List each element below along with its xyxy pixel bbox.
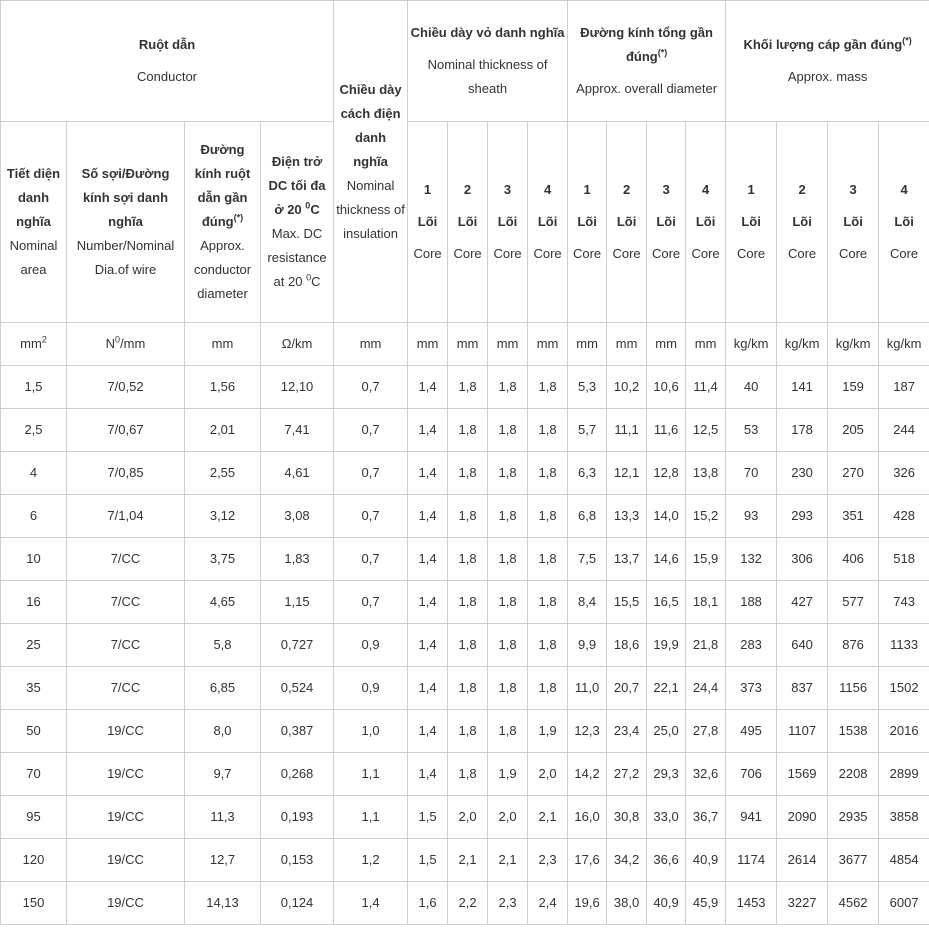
table-cell: 12,8	[647, 452, 686, 495]
table-cell: 876	[828, 624, 879, 667]
sheath-core-1: 1 Lõi Core	[408, 122, 448, 323]
table-cell: 2,0	[488, 796, 528, 839]
table-cell: 7,5	[568, 538, 607, 581]
table-cell: 1,8	[528, 495, 568, 538]
diameter-core-4: 4 Lõi Core	[686, 122, 726, 323]
unit-overall: mm	[686, 323, 726, 366]
table-cell: 283	[726, 624, 777, 667]
table-cell: 19/CC	[67, 753, 185, 796]
unit-wire: $N^0/mm$	[67, 323, 185, 366]
mass-core-2: 2 Lõi Core	[777, 122, 828, 323]
table-cell: 95	[1, 796, 67, 839]
table-cell: 1,8	[488, 366, 528, 409]
table-cell: 1,8	[448, 667, 488, 710]
table-cell: 13,7	[607, 538, 647, 581]
table-cell: 1,8	[488, 581, 528, 624]
table-cell: 1,8	[488, 667, 528, 710]
table-cell: 19,6	[568, 882, 607, 925]
table-cell: 0,7	[334, 581, 408, 624]
table-cell: 7/1,04	[67, 495, 185, 538]
table-cell: 0,727	[261, 624, 334, 667]
table-cell: 132	[726, 538, 777, 581]
unit-overall: mm	[607, 323, 647, 366]
table-cell: 0,268	[261, 753, 334, 796]
table-cell: 1,8	[488, 452, 528, 495]
table-cell: 16,0	[568, 796, 607, 839]
unit-mass: kg/km	[726, 323, 777, 366]
table-cell: 23,4	[607, 710, 647, 753]
table-cell: 4,65	[185, 581, 261, 624]
unit-overall: mm	[568, 323, 607, 366]
table-cell: 40,9	[686, 839, 726, 882]
table-cell: 1,4	[408, 452, 448, 495]
table-cell: 8,0	[185, 710, 261, 753]
table-cell: 941	[726, 796, 777, 839]
table-cell: 150	[1, 882, 67, 925]
table-cell: 0,524	[261, 667, 334, 710]
table-cell: 1,9	[528, 710, 568, 753]
table-cell: 34,2	[607, 839, 647, 882]
table-cell: 35	[1, 667, 67, 710]
units-row	[1, 323, 929, 366]
unit-diameter: mm	[185, 323, 261, 366]
table-cell: 326	[879, 452, 929, 495]
table-cell: 293	[777, 495, 828, 538]
table-cell: 1,8	[448, 710, 488, 753]
table-cell: 230	[777, 452, 828, 495]
table-cell: 1,8	[488, 624, 528, 667]
resistance-header: Điện trở DC tối đa ở 20 $^0$C Max. DC resistance at 20 $^0$C	[261, 122, 334, 323]
table-cell: 11,6	[647, 409, 686, 452]
table-cell: 1133	[879, 624, 929, 667]
table-cell: 1156	[828, 667, 879, 710]
table-cell: 1,8	[448, 452, 488, 495]
table-cell: 8,4	[568, 581, 607, 624]
table-cell: 2,55	[185, 452, 261, 495]
table-cell: 9,7	[185, 753, 261, 796]
unit-sheath: mm	[488, 323, 528, 366]
table-cell: 11,0	[568, 667, 607, 710]
table-cell: 10,2	[607, 366, 647, 409]
table-cell: 1,8	[528, 581, 568, 624]
table-cell: 12,5	[686, 409, 726, 452]
table-cell: 1,4	[408, 710, 448, 753]
table-cell: 1,56	[185, 366, 261, 409]
table-cell: 1,8	[528, 538, 568, 581]
table-cell: 7/CC	[67, 581, 185, 624]
table-cell: 33,0	[647, 796, 686, 839]
section-header: Tiết diện danh nghĩa Nominal area	[1, 122, 67, 323]
table-cell: 1,4	[408, 581, 448, 624]
mass-header: Khối lượng cáp gần đúng(*) Approx. mass	[726, 1, 929, 122]
table-cell: 27,2	[607, 753, 647, 796]
table-cell: 7/CC	[67, 538, 185, 581]
table-cell: 7/0,52	[67, 366, 185, 409]
table-cell: 1,8	[528, 624, 568, 667]
table-cell: 17,6	[568, 839, 607, 882]
table-row	[1, 753, 929, 796]
table-cell: 36,6	[647, 839, 686, 882]
table-row	[1, 710, 929, 753]
conductor-header: Ruột dẫn Conductor	[1, 1, 334, 122]
header-row-2	[1, 122, 929, 323]
table-cell: 640	[777, 624, 828, 667]
table-cell: 3,75	[185, 538, 261, 581]
table-cell: 2016	[879, 710, 929, 753]
table-cell: 1,4	[408, 366, 448, 409]
table-cell: 2,5	[1, 409, 67, 452]
table-cell: 1,8	[448, 581, 488, 624]
insulation-header: Chiều dày cách điện danh nghĩa Nominal thickness of insulation	[334, 1, 408, 323]
diameter-core-2: 2 Lõi Core	[607, 122, 647, 323]
table-cell: 187	[879, 366, 929, 409]
table-cell: 1,4	[408, 667, 448, 710]
table-cell: 25	[1, 624, 67, 667]
table-cell: 244	[879, 409, 929, 452]
table-cell: 1,4	[408, 624, 448, 667]
table-cell: 13,3	[607, 495, 647, 538]
table-cell: 15,5	[607, 581, 647, 624]
table-cell: 3677	[828, 839, 879, 882]
table-cell: 14,6	[647, 538, 686, 581]
table-cell: 15,9	[686, 538, 726, 581]
header-row-1	[1, 1, 929, 122]
table-cell: 6	[1, 495, 67, 538]
table-cell: 0,7	[334, 452, 408, 495]
wires-header: Số sợi/Đường kính sợi danh nghĩa Number/Nominal Dia.of wire	[67, 122, 185, 323]
table-cell: 1,8	[528, 409, 568, 452]
table-cell: 159	[828, 366, 879, 409]
unit-insulation: mm	[334, 323, 408, 366]
table-cell: 11,3	[185, 796, 261, 839]
table-cell: 10	[1, 538, 67, 581]
table-row	[1, 366, 929, 409]
table-cell: 205	[828, 409, 879, 452]
table-cell: 6007	[879, 882, 929, 925]
table-cell: 1,8	[448, 366, 488, 409]
table-cell: 12,10	[261, 366, 334, 409]
sheath-core-2: 2 Lõi Core	[448, 122, 488, 323]
table-row	[1, 624, 929, 667]
table-cell: 1,4	[334, 882, 408, 925]
table-cell: 1,8	[448, 538, 488, 581]
table-row	[1, 882, 929, 925]
table-cell: 7/0,85	[67, 452, 185, 495]
table-cell: 1,8	[448, 495, 488, 538]
table-cell: 4,61	[261, 452, 334, 495]
table-cell: 21,8	[686, 624, 726, 667]
table-row	[1, 581, 929, 624]
table-cell: 351	[828, 495, 879, 538]
table-cell: 19/CC	[67, 796, 185, 839]
table-cell: 5,3	[568, 366, 607, 409]
table-cell: 1,0	[334, 710, 408, 753]
table-cell: 1,8	[528, 452, 568, 495]
table-cell: 0,387	[261, 710, 334, 753]
table-cell: 518	[879, 538, 929, 581]
table-cell: 1453	[726, 882, 777, 925]
table-cell: 36,7	[686, 796, 726, 839]
table-cell: 1,83	[261, 538, 334, 581]
table-cell: 15,2	[686, 495, 726, 538]
table-row	[1, 538, 929, 581]
table-cell: 1,8	[448, 409, 488, 452]
table-cell: 373	[726, 667, 777, 710]
table-cell: 27,8	[686, 710, 726, 753]
table-cell: 495	[726, 710, 777, 753]
table-cell: 1,4	[408, 538, 448, 581]
conductor-diameter-header: Đường kính ruột dẫn gần đúng(*) Approx. conductor diameter	[185, 122, 261, 323]
table-cell: 25,0	[647, 710, 686, 753]
table-cell: 5,8	[185, 624, 261, 667]
table-cell: 178	[777, 409, 828, 452]
table-cell: 11,4	[686, 366, 726, 409]
table-cell: 7/0,67	[67, 409, 185, 452]
table-cell: 1,9	[488, 753, 528, 796]
table-cell: 1,6	[408, 882, 448, 925]
table-cell: 1,5	[408, 796, 448, 839]
table-cell: 428	[879, 495, 929, 538]
table-cell: 306	[777, 538, 828, 581]
table-cell: 0,7	[334, 495, 408, 538]
table-cell: 4	[1, 452, 67, 495]
table-cell: 1,15	[261, 581, 334, 624]
unit-mass: kg/km	[828, 323, 879, 366]
unit-mass: kg/km	[879, 323, 929, 366]
table-row	[1, 667, 929, 710]
table-cell: 2208	[828, 753, 879, 796]
table-cell: 1538	[828, 710, 879, 753]
table-cell: 120	[1, 839, 67, 882]
table-cell: 14,0	[647, 495, 686, 538]
table-cell: 1,8	[448, 624, 488, 667]
overall-diameter-header: Đường kính tổng gần đúng(*) Approx. overall diameter	[568, 1, 726, 122]
table-cell: 40	[726, 366, 777, 409]
table-cell: 6,3	[568, 452, 607, 495]
table-row	[1, 495, 929, 538]
table-cell: 141	[777, 366, 828, 409]
table-row	[1, 796, 929, 839]
table-cell: 14,2	[568, 753, 607, 796]
table-cell: 7/CC	[67, 667, 185, 710]
unit-overall: mm	[647, 323, 686, 366]
table-cell: 2,01	[185, 409, 261, 452]
table-cell: 70	[1, 753, 67, 796]
table-cell: 2,1	[488, 839, 528, 882]
table-cell: 1,8	[488, 710, 528, 753]
table-cell: 45,9	[686, 882, 726, 925]
table-cell: 93	[726, 495, 777, 538]
table-cell: 2,0	[448, 796, 488, 839]
table-cell: 837	[777, 667, 828, 710]
table-cell: 9,9	[568, 624, 607, 667]
unit-area: $mm^2$	[1, 323, 67, 366]
table-cell: 1,4	[408, 495, 448, 538]
table-cell: 0,193	[261, 796, 334, 839]
table-cell: 1,8	[448, 753, 488, 796]
table-cell: 4854	[879, 839, 929, 882]
table-cell: 2,1	[448, 839, 488, 882]
table-cell: 0,9	[334, 667, 408, 710]
table-cell: 22,1	[647, 667, 686, 710]
table-cell: 12,7	[185, 839, 261, 882]
table-cell: 40,9	[647, 882, 686, 925]
unit-sheath: mm	[528, 323, 568, 366]
table-cell: 16,5	[647, 581, 686, 624]
table-cell: 1,8	[528, 366, 568, 409]
table-cell: 10,6	[647, 366, 686, 409]
table-cell: 13,8	[686, 452, 726, 495]
table-cell: 0,7	[334, 409, 408, 452]
table-cell: 53	[726, 409, 777, 452]
table-cell: 1,8	[488, 409, 528, 452]
table-cell: 706	[726, 753, 777, 796]
mass-core-4: 4 Lõi Core	[879, 122, 929, 323]
table-cell: 70	[726, 452, 777, 495]
table-cell: 18,6	[607, 624, 647, 667]
unit-resistance: Ω/km	[261, 323, 334, 366]
table-cell: 188	[726, 581, 777, 624]
table-cell: 19/CC	[67, 839, 185, 882]
table-cell: 1,8	[488, 495, 528, 538]
table-cell: 1174	[726, 839, 777, 882]
table-cell: 2,0	[528, 753, 568, 796]
table-cell: 2,3	[528, 839, 568, 882]
table-cell: 7/CC	[67, 624, 185, 667]
table-cell: 32,6	[686, 753, 726, 796]
table-cell: 2,3	[488, 882, 528, 925]
table-cell: 2,1	[528, 796, 568, 839]
table-cell: 1,5	[408, 839, 448, 882]
unit-mass: kg/km	[777, 323, 828, 366]
mass-core-3: 3 Lõi Core	[828, 122, 879, 323]
table-cell: 1,1	[334, 753, 408, 796]
diameter-core-1: 1 Lõi Core	[568, 122, 607, 323]
table-cell: 19/CC	[67, 882, 185, 925]
table-cell: 270	[828, 452, 879, 495]
table-cell: 0,9	[334, 624, 408, 667]
table-cell: 3858	[879, 796, 929, 839]
table-cell: 1,4	[408, 753, 448, 796]
table-cell: 1,2	[334, 839, 408, 882]
unit-sheath: mm	[408, 323, 448, 366]
table-cell: 3,08	[261, 495, 334, 538]
table-cell: 19/CC	[67, 710, 185, 753]
table-cell: 1,8	[528, 667, 568, 710]
table-cell: 1107	[777, 710, 828, 753]
table-cell: 18,1	[686, 581, 726, 624]
table-cell: 24,4	[686, 667, 726, 710]
table-cell: 29,3	[647, 753, 686, 796]
table-cell: 2935	[828, 796, 879, 839]
table-cell: 6,8	[568, 495, 607, 538]
table-cell: 19,9	[647, 624, 686, 667]
table-cell: 0,7	[334, 538, 408, 581]
table-cell: 6,85	[185, 667, 261, 710]
table-cell: 11,1	[607, 409, 647, 452]
table-cell: 2090	[777, 796, 828, 839]
table-cell: 38,0	[607, 882, 647, 925]
table-cell: 30,8	[607, 796, 647, 839]
table-cell: 16	[1, 581, 67, 624]
table-cell: 12,1	[607, 452, 647, 495]
table-cell: 3227	[777, 882, 828, 925]
table-cell: 4562	[828, 882, 879, 925]
table-cell: 1,5	[1, 366, 67, 409]
table-cell: 7,41	[261, 409, 334, 452]
table-cell: 2899	[879, 753, 929, 796]
table-cell: 50	[1, 710, 67, 753]
table-cell: 427	[777, 581, 828, 624]
table-cell: 743	[879, 581, 929, 624]
table-cell: 1,8	[488, 538, 528, 581]
table-cell: 14,13	[185, 882, 261, 925]
table-cell: 2,2	[448, 882, 488, 925]
sheath-header: Chiều dày vỏ danh nghĩa Nominal thickness of sheath	[408, 1, 568, 122]
table-row	[1, 839, 929, 882]
table-cell: 1,4	[408, 409, 448, 452]
mass-core-1: 1 Lõi Core	[726, 122, 777, 323]
table-cell: 2,4	[528, 882, 568, 925]
table-cell: 2614	[777, 839, 828, 882]
table-row	[1, 409, 929, 452]
table-cell: 20,7	[607, 667, 647, 710]
table-cell: 1569	[777, 753, 828, 796]
table-cell: 0,153	[261, 839, 334, 882]
table-cell: 1,1	[334, 796, 408, 839]
table-cell: 0,7	[334, 366, 408, 409]
table-cell: 1502	[879, 667, 929, 710]
sheath-core-4: 4 Lõi Core	[528, 122, 568, 323]
table-cell: 12,3	[568, 710, 607, 753]
sheath-core-3: 3 Lõi Core	[488, 122, 528, 323]
table-cell: 5,7	[568, 409, 607, 452]
table-cell: 577	[828, 581, 879, 624]
table-row	[1, 452, 929, 495]
unit-sheath: mm	[448, 323, 488, 366]
diameter-core-3: 3 Lõi Core	[647, 122, 686, 323]
table-cell: 406	[828, 538, 879, 581]
table-cell: 0,124	[261, 882, 334, 925]
table-cell: 3,12	[185, 495, 261, 538]
